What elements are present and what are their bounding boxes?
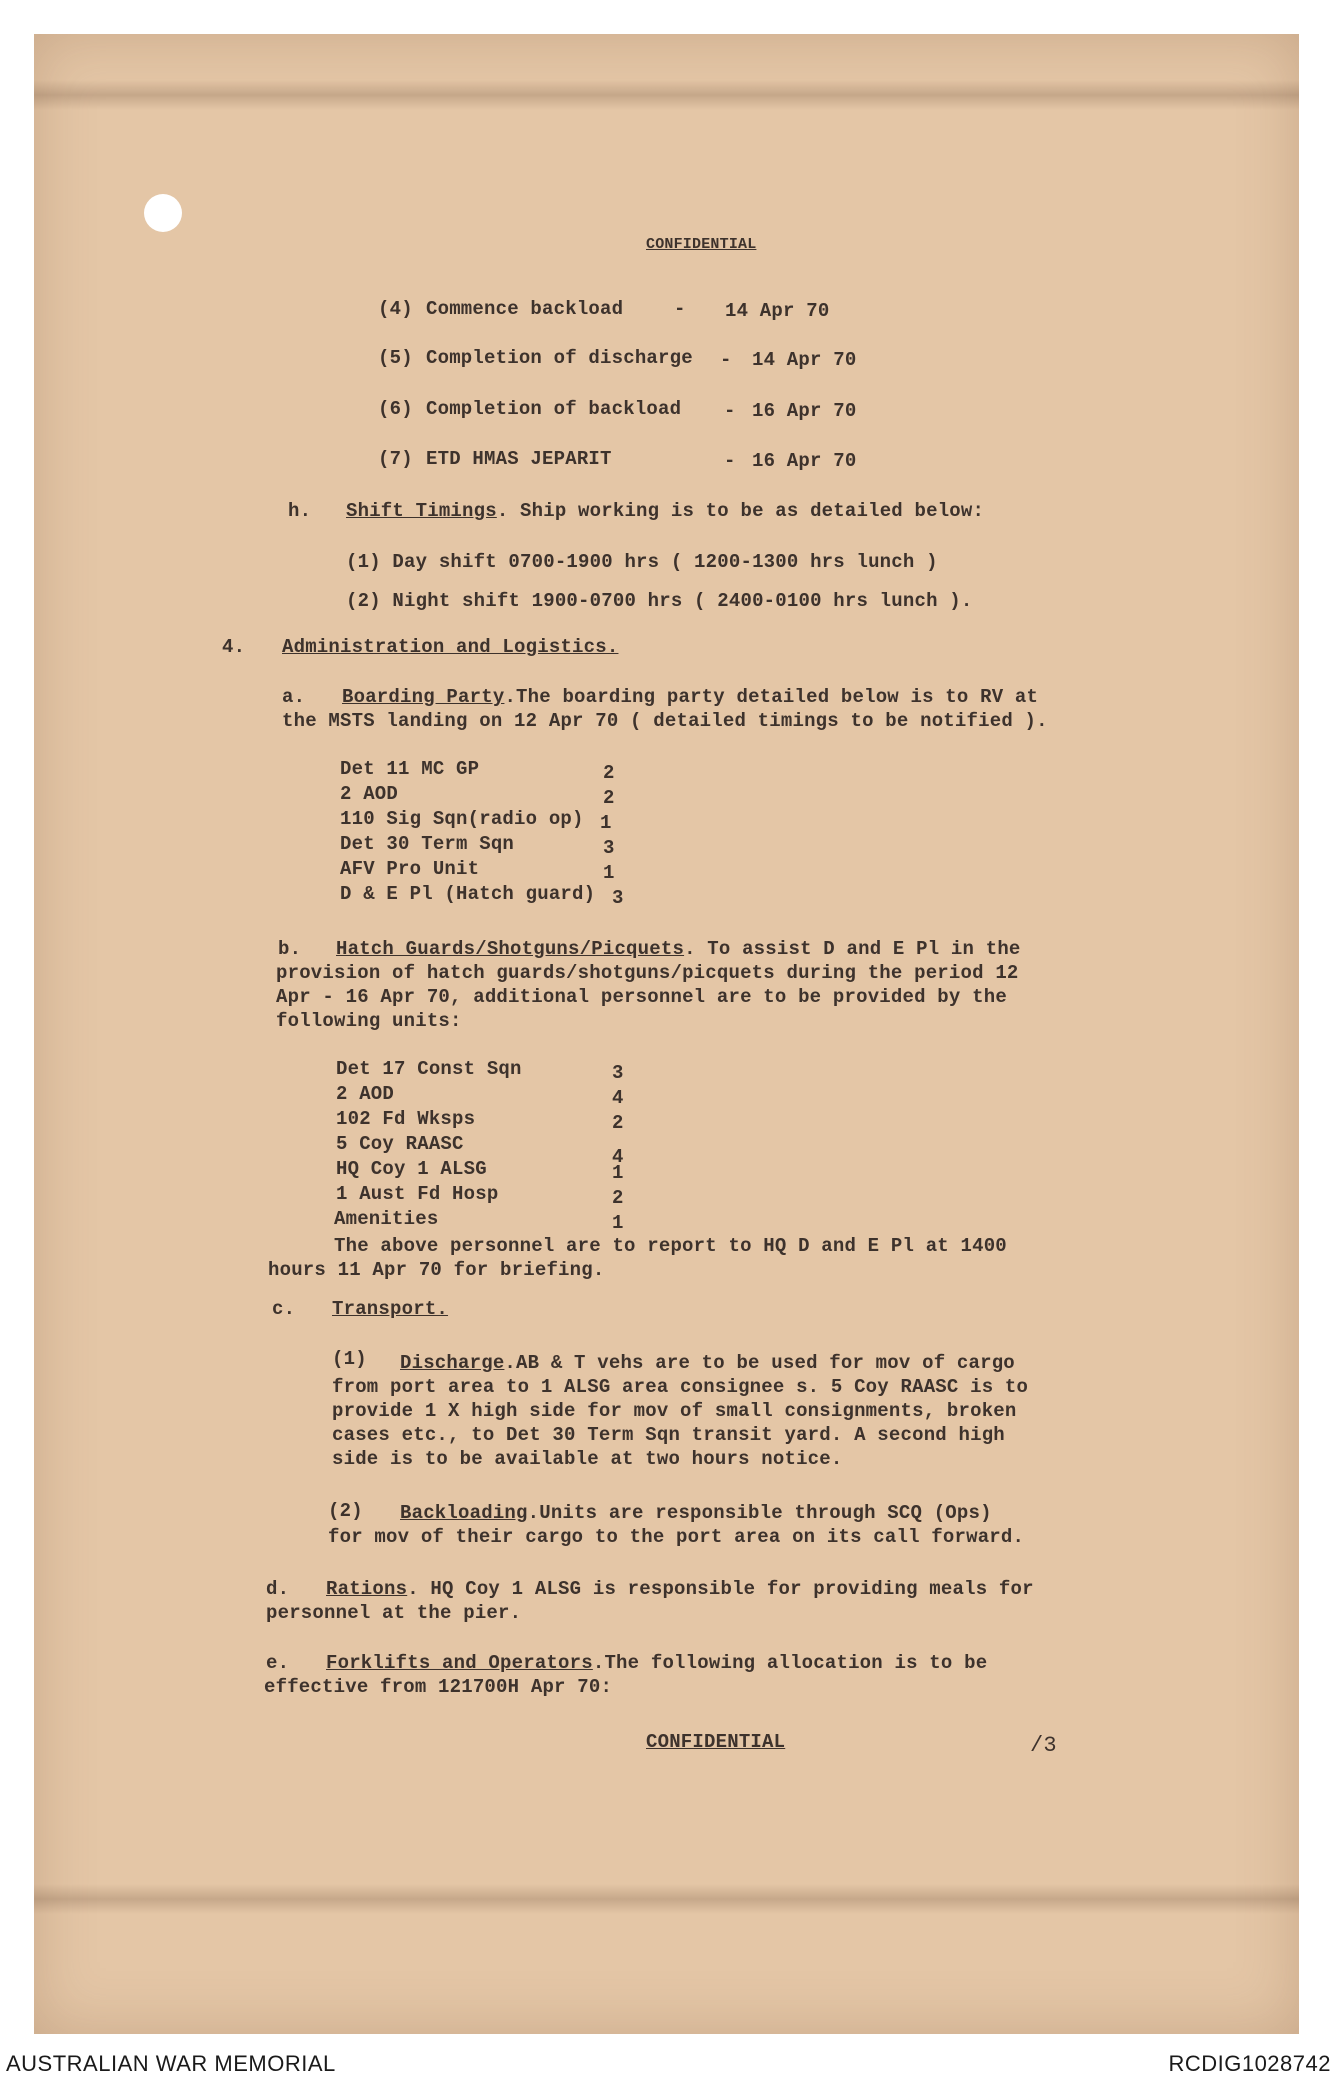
discharge-line: from port area to 1 ALSG area consignee s. 5 Coy RAASC is to [332,1376,1029,1398]
boarding-count: 2 [603,787,615,809]
hatch-unit: Det 17 Const Sqn [336,1058,522,1080]
boarding-count: 2 [603,762,615,784]
discharge-line: side is to be available at two hours notice. [332,1448,843,1470]
punch-hole [144,194,182,232]
classification-bottom: CONFIDENTIAL [646,1731,786,1753]
hatch-unit: 1 Aust Fd Hosp [336,1183,499,1205]
schedule-date: 14 Apr 70 [752,349,857,371]
section-number: 4. [222,636,246,658]
boarding-unit: Det 11 MC GP [340,758,480,780]
boarding-count: 3 [612,887,624,909]
rations-paragraph [326,1578,1034,1600]
backloading-paragraph [400,1502,992,1524]
schedule-text: Completion of backload [426,398,682,420]
hatch-count: 4 [612,1087,624,1109]
forklifts-line: .The following allocation is to be [592,1652,988,1674]
boarding-letter: a. [282,686,306,708]
schedule-num: (5) [378,347,413,369]
hatch-heading: Hatch Guards/Shotguns/Picquets [336,938,685,960]
discharge-line: .AB & T vehs are to be used for mov of cargo [504,1352,1015,1374]
discharge-line: cases etc., to Det 30 Term Sqn transit yard. A second high [332,1424,1005,1446]
boarding-count: 3 [603,837,615,859]
hatch-count: 1 [612,1212,624,1234]
boarding-heading: Boarding Party [342,686,505,708]
rations-line: personnel at the pier. [266,1602,522,1624]
hatch-unit: HQ Coy 1 ALSG [336,1158,487,1180]
fold-shadow-top [34,80,1299,110]
hatch-unit: 5 Coy RAASC [336,1133,464,1155]
classification-top: CONFIDENTIAL [646,236,757,253]
schedule-sep: - [720,349,732,371]
hatch-unit: 2 AOD [336,1083,395,1105]
schedule-num: (4) [378,298,413,320]
schedule-text: ETD HMAS JEPARIT [426,448,612,470]
archive-label: AUSTRALIAN WAR MEMORIAL [6,2051,336,2076]
boarding-line: the MSTS landing on 12 Apr 70 ( detailed timings to be notified ). [282,710,1048,732]
hatch-line: Apr - 16 Apr 70, additional personnel are to be provided by the [276,986,1007,1008]
backloading-line: for mov of their cargo to the port area on its call forward. [328,1526,1025,1548]
hatch-note: hours 11 Apr 70 for briefing. [268,1259,605,1281]
transport-heading: Transport. [332,1298,449,1320]
schedule-text: Commence backload [426,298,624,320]
hatch-count: 4 [612,1146,624,1168]
hatch-line: provision of hatch guards/shotguns/picquets during the period 12 [276,962,1019,984]
discharge-paragraph [400,1352,1015,1374]
boarding-unit: AFV Pro Unit [340,858,480,880]
hatch-unit: 102 Fd Wksps [336,1108,476,1130]
forklifts-letter: e. [266,1652,290,1674]
boarding-unit: 2 AOD [340,783,399,805]
boarding-unit: D & E Pl (Hatch guard) [340,883,596,905]
backloading-line: .Units are responsible through SCQ (Ops) [527,1502,992,1524]
hatch-letter: b. [278,938,302,960]
shift-item: (1) Day shift 0700-1900 hrs ( 1200-1300 hrs lunch ) [346,551,938,573]
hatch-line: following units: [276,1010,462,1032]
schedule-num: (6) [378,398,413,420]
discharge-line: provide 1 X high side for mov of small consignments, broken [332,1400,1017,1422]
fold-shadow-bottom [34,1884,1299,1914]
hatch-count: 3 [612,1062,624,1084]
rations-heading: Rations [326,1578,408,1600]
schedule-date: 16 Apr 70 [752,450,857,472]
shift-item: (2) Night shift 1900-0700 hrs ( 2400-0100 hrs lunch ). [346,590,973,612]
section-title: Administration and Logistics. [282,636,619,658]
hatch-note: The above personnel are to report to HQ D and E Pl at 1400 [334,1235,1007,1257]
hatch-unit: Amenities [334,1208,439,1230]
forklifts-paragraph [326,1652,987,1674]
discharge-heading: Discharge [400,1352,505,1374]
hatch-line: . To assist D and E Pl in the [684,938,1021,960]
hatch-count: 2 [612,1112,624,1134]
boarding-line: .The boarding party detailed below is to RV at [504,686,1039,708]
transport-letter: c. [272,1298,296,1320]
hatch-paragraph [336,938,1021,960]
rations-line: . HQ Coy 1 ALSG is responsible for providing meals for [407,1578,1034,1600]
boarding-count: 1 [600,812,612,834]
shift-text: . Ship working is to be as detailed below: [496,500,985,522]
boarding-unit: 110 Sig Sqn(radio op) [340,808,584,830]
schedule-num: (7) [378,448,413,470]
page-number: /3 [1030,1733,1057,1758]
forklifts-line: effective from 121700H Apr 70: [264,1676,613,1698]
shift-paragraph [346,500,984,522]
schedule-text: Completion of discharge [426,347,693,369]
schedule-sep: - [724,400,736,422]
schedule-sep: - [724,450,736,472]
schedule-date: 14 Apr 70 [725,300,830,322]
shift-heading: Shift Timings [346,500,497,522]
backloading-num: (2) [328,1500,363,1522]
hatch-count: 1 [612,1162,624,1184]
backloading-heading: Backloading [400,1502,528,1524]
shift-letter: h. [288,500,312,522]
schedule-date: 16 Apr 70 [752,400,857,422]
discharge-num: (1) [332,1348,367,1370]
rations-letter: d. [266,1578,290,1600]
archive-id: RCDIG1028742 [1168,2051,1331,2076]
boarding-unit: Det 30 Term Sqn [340,833,515,855]
boarding-paragraph [342,686,1038,708]
boarding-count: 1 [603,862,615,884]
hatch-count: 2 [612,1187,624,1209]
schedule-sep: - [674,298,686,320]
forklifts-heading: Forklifts and Operators [326,1652,593,1674]
